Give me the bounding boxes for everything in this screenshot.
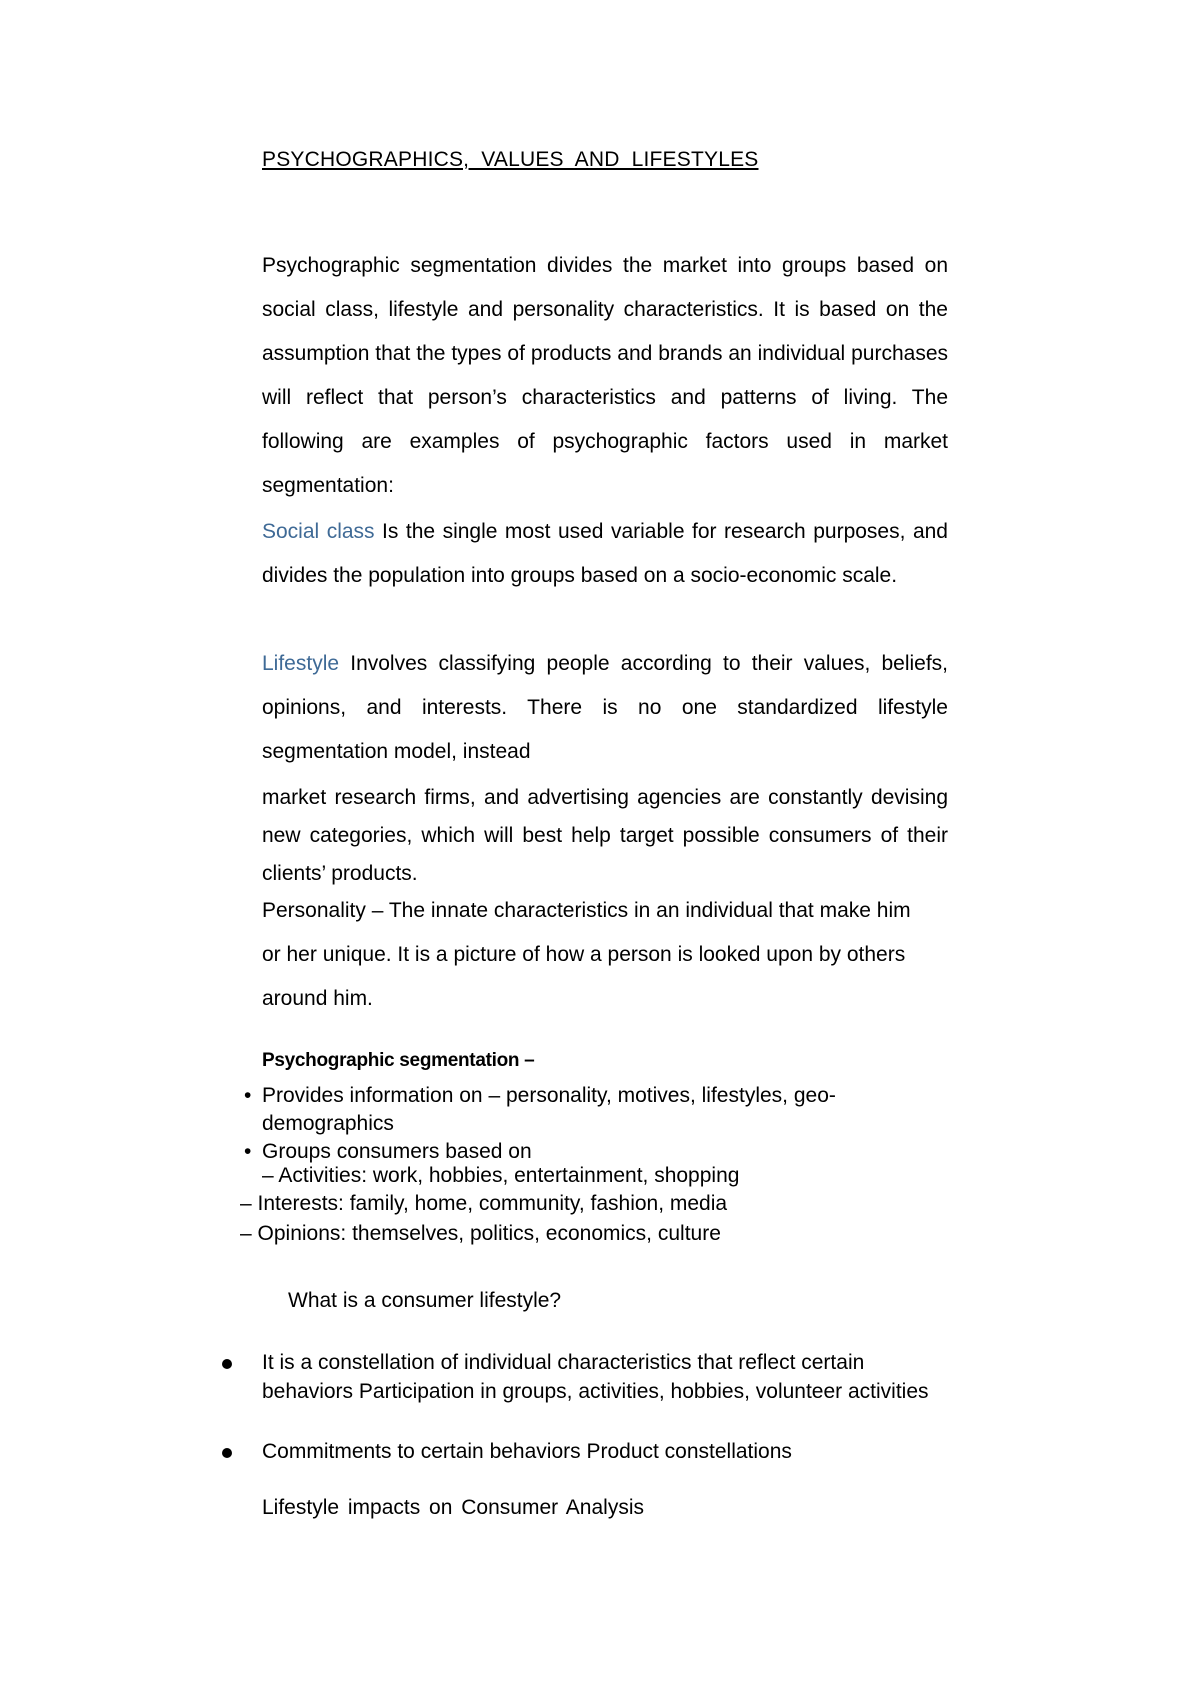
personality-paragraph: Personality – The innate characteristics in an individual that make him or her unique. It is a picture of how a person is looked upon by others around him. bbox=[262, 899, 911, 1010]
document-title: PSYCHOGRAPHICS, VALUES AND LIFESTYLES bbox=[262, 148, 759, 171]
list-item bbox=[240, 1138, 940, 1166]
list-item bbox=[218, 1348, 938, 1406]
bullet-icon bbox=[222, 1448, 232, 1458]
dash-item-opinions: – Opinions: themselves, politics, economics, culture bbox=[240, 1222, 721, 1245]
bullet-text: Commitments to certain behaviors Product constellations bbox=[262, 1440, 792, 1463]
lifestyle-term: Lifestyle bbox=[262, 652, 340, 675]
list-item bbox=[240, 1082, 940, 1138]
psychographic-bullet-list bbox=[240, 1082, 940, 1166]
bullet-icon bbox=[222, 1359, 232, 1369]
dash-item-interests: – Interests: family, home, community, fashion, media bbox=[240, 1192, 728, 1215]
psychographic-heading: Psychographic segmentation – bbox=[262, 1050, 535, 1071]
dash-item-activities: – Activities: work, hobbies, entertainment, shopping bbox=[262, 1164, 740, 1187]
lifestyle-impacts-heading: Lifestyle impacts on Consumer Analysis bbox=[262, 1496, 644, 1519]
bullet-text: Provides information on – personality, motives, lifestyles, geo-demographics bbox=[262, 1084, 836, 1135]
lifestyle-bullet-list-2 bbox=[218, 1437, 938, 1466]
bullet-icon: • bbox=[244, 1140, 252, 1163]
bullet-text: Groups consumers based on bbox=[262, 1140, 532, 1163]
social-class-term: Social class bbox=[262, 520, 375, 543]
intro-paragraph: Psychographic segmentation divides the market into groups based on social class, lifestyle and personality characteristics. It is based on the assumption that the types of products and brands an individual purchases will reflect that person’s characteristics and patterns of living. The following are examples of psychographic factors used in market segmentation: bbox=[262, 254, 948, 497]
lifestyle-bullet-list bbox=[218, 1348, 938, 1406]
bullet-icon: • bbox=[244, 1084, 252, 1107]
social-class-text: Is the single most used variable for research purposes, and divides the population into groups based on a socio-economic scale. bbox=[262, 520, 948, 587]
lifestyle-paragraph bbox=[262, 642, 948, 774]
market-research-paragraph: market research firms, and advertising agencies are constantly devising new categories, which will best help target possible consumers of their clients’ products. bbox=[262, 786, 948, 885]
social-class-paragraph bbox=[262, 510, 948, 598]
bullet-text: It is a constellation of individual characteristics that reflect certain behaviors Participation in groups, activities, hobbies, volunteer activities bbox=[262, 1351, 929, 1403]
list-item bbox=[218, 1437, 938, 1466]
lifestyle-text: Involves classifying people according to their values, beliefs, opinions, and interests. There is no one standardized lifestyle segmentation model, instead bbox=[262, 652, 948, 763]
consumer-lifestyle-question: What is a consumer lifestyle? bbox=[288, 1289, 562, 1312]
